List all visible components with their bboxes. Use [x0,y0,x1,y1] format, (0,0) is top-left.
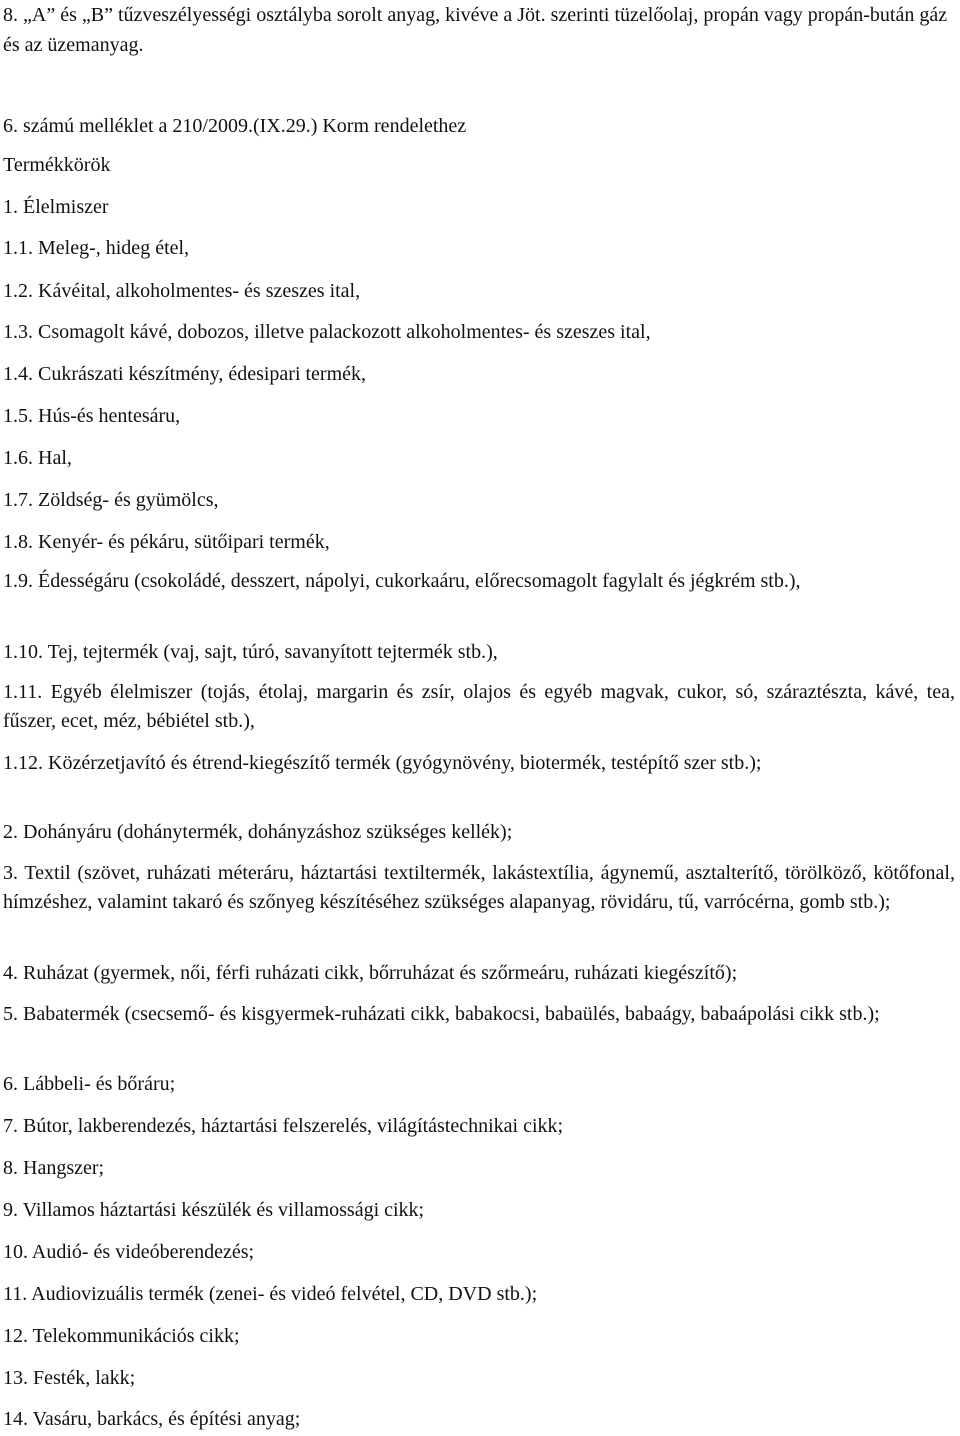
list-item: 12. Telekommunikációs cikk; [3,1325,240,1347]
list-item: 1.1. Meleg-, hideg étel, [3,237,190,259]
list-item: 5. Babatermék (csecsemő- és kisgyermek-ruházati cikk, babakocsi, babaülés, babaágy, babaápolási cikk stb.); [3,1003,880,1025]
list-item: 10. Audió- és videóberendezés; [3,1241,255,1263]
list-item: 6. Lábbeli- és bőráru; [3,1073,176,1095]
list-item: 1.5. Hús-és hentesáru, [3,405,181,427]
list-item: 3. Textil (szövet, ruházati méteráru, háztartási textiltermék, lakástextília, ágynemű, asztalterítő, törölköző, kötőfonal, hímzéshez, valamint takaró és szőnyeg készítéséhez szükséges alapanyag, rövidáru, tű, varrócérna, gomb stb.); [3,862,955,913]
list-item: 1.4. Cukrászati készítmény, édesipari termék, [3,363,367,385]
list-item: 1.11. Egyéb élelmiszer (tojás, étolaj, margarin és zsír, olajos és egyéb magvak, cukor, só, száraztészta, kávé, tea, fűszer, ecet, méz, bébiétel stb.), [3,681,955,732]
list-item: 1.9. Édességáru (csokoládé, desszert, nápolyi, cukorkaáru, előrecsomagolt fagylalt és jégkrém stb.), [3,570,801,592]
list-item: 4. Ruházat (gyermek, női, férfi ruházati cikk, bőrruházat és szőrmeáru, ruházati kiegészítő); [3,962,738,984]
list-item: 11. Audiovizuális termék (zenei- és videó felvétel, CD, DVD stb.); [3,1283,538,1305]
list-item: 14. Vasáru, barkács, és építési anyag; [3,1408,301,1430]
list-item: 7. Bútor, lakberendezés, háztartási felszerelés, világítástechnikai cikk; [3,1115,564,1137]
list-item: 1. Élelmiszer [3,196,109,218]
list-item: 13. Festék, lakk; [3,1367,136,1389]
list-item: 1.12. Közérzetjavító és étrend-kiegészítő termék (gyógynövény, biotermék, testépítő szer stb.); [3,752,762,774]
list-item: 1.3. Csomagolt kávé, dobozos, illetve palackozott alkoholmentes- és szeszes ital, [3,321,651,343]
list-item: 2. Dohányáru (dohánytermék, dohányzáshoz szükséges kellék); [3,821,513,843]
list-item: 1.6. Hal, [3,447,72,469]
list-item: 9. Villamos háztartási készülék és villamossági cikk; [3,1199,425,1221]
section-heading: Termékkörök [3,154,111,176]
list-item: 8. Hangszer; [3,1157,105,1179]
header-note: 8. „A” és „B” tűzveszélyességi osztályba sorolt anyag, kivéve a Jöt. szerinti tüzelőolaj, propán vagy propán-bután gáz és az üzemanyag. [3,4,948,56]
list-item: 1.10. Tej, tejtermék (vaj, sajt, túró, savanyított tejtermék stb.), [3,641,498,663]
list-item: 1.8. Kenyér- és pékáru, sütőipari termék, [3,531,330,553]
list-item: 1.2. Kávéital, alkoholmentes- és szeszes ital, [3,280,361,302]
annex-title: 6. számú melléklet a 210/2009.(IX.29.) Korm rendelethez [3,115,467,137]
list-item: 1.7. Zöldség- és gyümölcs, [3,489,219,511]
